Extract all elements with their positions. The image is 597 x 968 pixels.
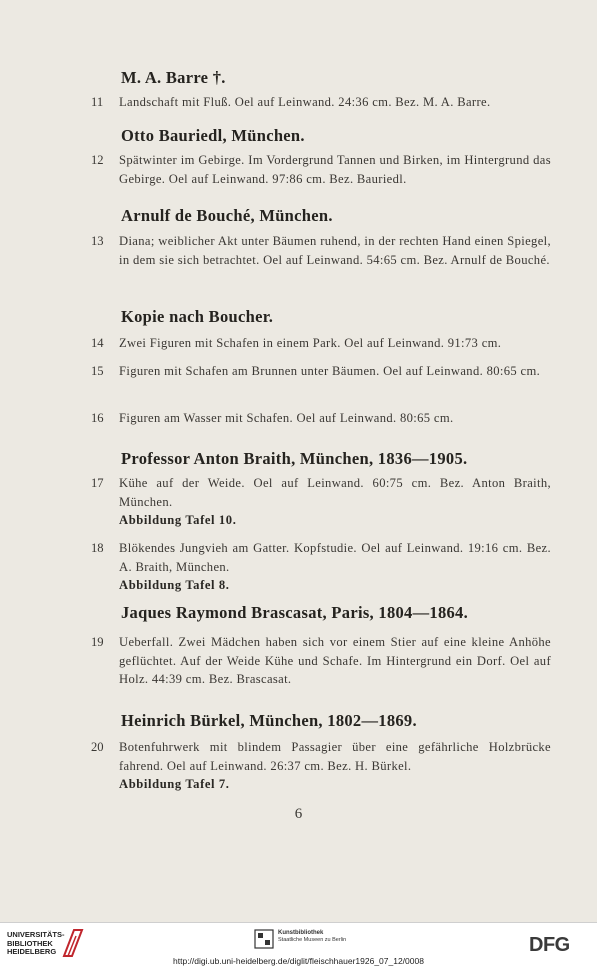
entry-text: Figuren mit Schafen am Brunnen unter Bäumen. Oel auf Leinwand. 80:65 cm. xyxy=(119,364,541,378)
catalog-entry xyxy=(91,738,551,794)
dfg-logo[interactable]: DFG xyxy=(529,934,570,956)
uni-logo-line: UNIVERSITÄTS- xyxy=(7,930,65,939)
artist-heading: M. A. Barre †. xyxy=(121,68,226,87)
entry-number: 16 xyxy=(91,411,104,425)
artist-heading: Otto Bauriedl, München. xyxy=(121,126,305,145)
heidelberg-seal-icon xyxy=(62,928,84,958)
entry-text: Blökendes Jungvieh am Gatter. Kopfstudie. Oel auf Leinwand. 19:16 cm. Bez. A. Braith, München. Abbildung Tafel 8. xyxy=(119,539,551,595)
catalog-entry xyxy=(91,362,551,381)
entry-text: Diana; weiblicher Akt unter Bäumen ruhend, in der rechten Hand einen Spiegel, in dem sie sich betrachtet. Oel auf Leinwand. 54:65 cm. Bez. Arnulf de Bouché. xyxy=(119,234,551,267)
kunstbibliothek-label xyxy=(278,930,346,944)
catalog-entry xyxy=(91,539,551,595)
kunstbibliothek-logo-icon[interactable] xyxy=(254,929,274,949)
entry-text: Spätwinter im Gebirge. Im Vordergrund Tannen und Birken, im Hintergrund das Gebirge. Oel auf Leinwand. 97:86 cm. Bez. Bauriedl. xyxy=(119,153,551,186)
artist-heading: Jaques Raymond Brascasat, Paris, 1804—1864. xyxy=(121,603,469,622)
page-number: 6 xyxy=(294,806,303,822)
entry-number: 17 xyxy=(91,476,104,490)
catalog-entry xyxy=(91,409,551,428)
entry-text: Botenfuhrwerk mit blindem Passagier über eine gefährliche Holzbrücke fahrend. Oel auf Leinwand. 26:37 cm. Bez. H. Bürkel. Abbildung Tafel 7. xyxy=(119,738,551,794)
entry-number: 12 xyxy=(91,153,104,167)
uni-logo-line: HEIDELBERG xyxy=(7,947,57,956)
entry-text: Kühe auf der Weide. Oel auf Leinwand. 60:75 cm. Bez. Anton Braith, München. Abbildung Tafel 10. xyxy=(119,474,551,530)
illustration-reference: Abbildung Tafel 10. xyxy=(119,513,237,527)
footer-bar xyxy=(0,922,597,968)
illustration-reference: Abbildung Tafel 8. xyxy=(119,578,230,592)
artist-heading: Professor Anton Braith, München, 1836—1905. xyxy=(121,449,468,468)
entry-number: 13 xyxy=(91,234,104,248)
entry-text: Landschaft mit Fluß. Oel auf Leinwand. 24:36 cm. Bez. M. A. Barre. xyxy=(119,95,491,109)
entry-number: 20 xyxy=(91,740,104,754)
source-url-link[interactable]: http://digi.ub.uni-heidelberg.de/diglit/fleischhauer1926_07_12/0008 xyxy=(173,956,424,966)
entry-number: 19 xyxy=(91,635,104,649)
artist-heading: Arnulf de Bouché, München. xyxy=(121,206,333,225)
uni-logo-line: BIBLIOTHEK xyxy=(7,938,53,948)
entry-text: Ueberfall. Zwei Mädchen haben sich vor einem Stier auf eine kleine Anhöhe geflüchtet. Auf der Weide Kühe und Schafe. Im Hintergrund ein Dorf. Oel auf Holz. 44:39 cm. Bez. Brascasat. xyxy=(119,635,551,686)
kb-title: Kunstbibliothek xyxy=(278,930,324,936)
catalog-entry xyxy=(91,93,551,112)
artist-heading: Heinrich Bürkel, München, 1802—1869. xyxy=(121,711,417,730)
entry-text: Figuren am Wasser mit Schafen. Oel auf Leinwand. 80:65 cm. xyxy=(119,411,454,425)
illustration-reference: Abbildung Tafel 7. xyxy=(119,777,230,791)
catalog-entry xyxy=(91,474,551,530)
catalog-entry xyxy=(91,151,551,188)
artist-heading: Kopie nach Boucher. xyxy=(121,307,274,326)
entry-number: 15 xyxy=(91,364,104,378)
entry-text: Zwei Figuren mit Schafen in einem Park. Oel auf Leinwand. 91:73 cm. xyxy=(119,336,502,350)
entry-number: 11 xyxy=(91,95,104,109)
entry-number: 18 xyxy=(91,541,104,555)
entry-number: 14 xyxy=(91,336,104,350)
catalog-entry xyxy=(91,633,551,689)
catalog-entry xyxy=(91,232,551,269)
kb-subtitle: Staatliche Museen zu Berlin xyxy=(278,937,347,943)
catalog-entry xyxy=(91,334,551,353)
